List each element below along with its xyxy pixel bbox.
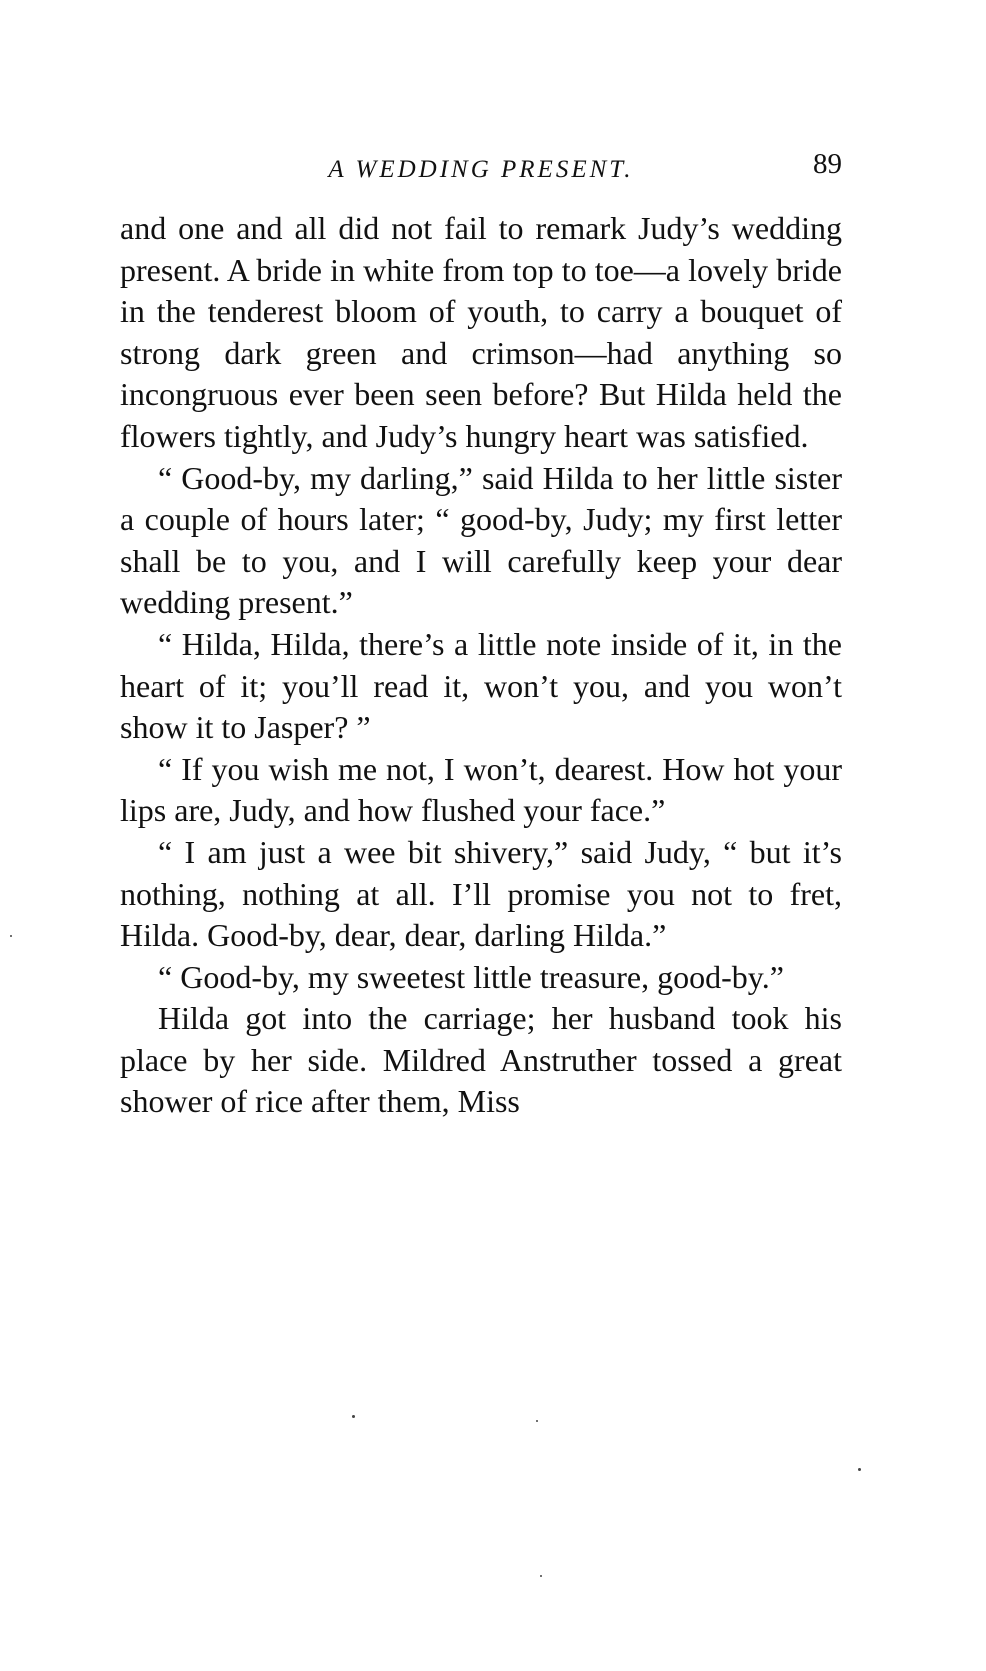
print-speck <box>858 1468 861 1471</box>
running-header <box>120 148 842 192</box>
page-number: 89 <box>813 148 842 180</box>
paragraph-7: Hilda got into the carriage; her husband took his place by her side. Mildred Anstruther tossed a great shower of rice after them, Miss <box>120 1000 842 1120</box>
print-speck <box>352 1415 355 1418</box>
paragraph-6: “ Good-by, my sweetest little treasure, good-by.” <box>158 958 784 995</box>
body-text <box>120 208 842 1123</box>
print-speck <box>10 935 12 937</box>
print-speck <box>540 1575 542 1577</box>
paragraph-1: and one and all did not fail to remark Judy’s wedding present. A bride in white from top to toe—a lovely bride in the tenderest bloom of youth, to carry a bouquet of strong dark green and crimson—had anything so incongruous ever been seen before? But Hilda held the flowers tightly, and Judy’s hungry heart was satisfied. <box>120 210 842 454</box>
paragraph-4: “ If you wish me not, I won’t, dearest. How hot your lips are, Judy, and how flushed your face.” <box>120 750 842 829</box>
running-title: A WEDDING PRESENT. <box>328 156 634 183</box>
paragraph-2: “ Good-by, my darling,” said Hilda to her little sister a couple of hours later; “ good-by, Judy; my first letter shall be to you, and I will carefully keep your dear wedding present.” <box>120 459 842 621</box>
paragraph-5: “ I am just a wee bit shivery,” said Judy, “ but it’s nothing, nothing at all. I’ll promise you not to fret, Hilda. Good-by, dear, dear, darling Hilda.” <box>120 833 842 954</box>
print-speck <box>536 1420 538 1422</box>
paragraph-3: “ Hilda, Hilda, there’s a little note inside of it, in the heart of it; you’ll read it, won’t you, and you won’t show it to Jasper? ” <box>120 625 842 746</box>
